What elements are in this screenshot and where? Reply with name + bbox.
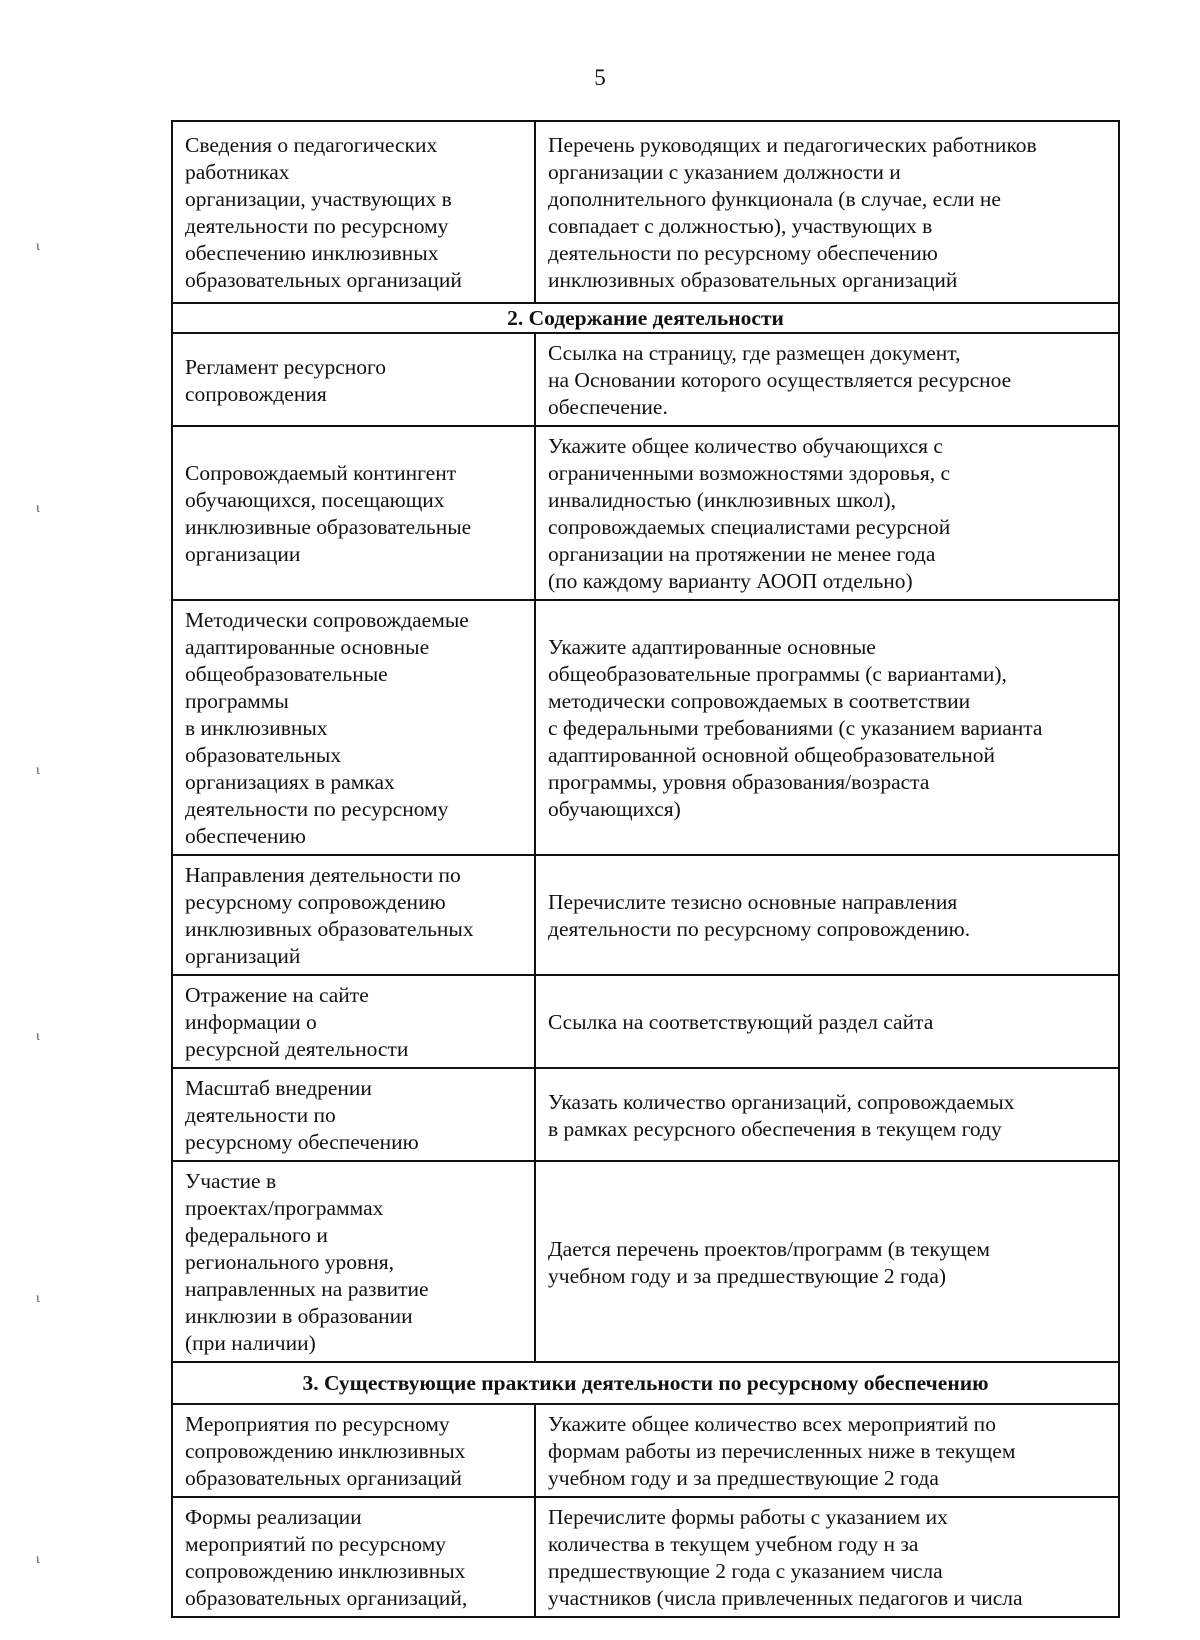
row-description: Указать количество организаций, сопровождаемых в рамках ресурсного обеспечения в текущем году [535,1068,1119,1161]
row-label: Сведения о педагогических работниках организации, участвующих в деятельности по ресурсному обеспечению инклюзивных образовательных организаций [172,121,535,303]
row-description: Перечислите тезисно основные направления деятельности по ресурсному сопровождению. [535,855,1119,975]
row-label: Формы реализации мероприятий по ресурсному сопровождению инклюзивных образовательных организаций, [172,1497,535,1617]
table-row [172,1497,1119,1617]
row-description: Укажите общее количество всех мероприятий по формам работы из перечисленных ниже в текущем учебном году и за предшествующие 2 года [535,1404,1119,1497]
scan-margin-mark: ι [36,763,40,778]
row-description: Перечислите формы работы с указанием их количества в текущем учебном году н за предшествующие 2 года с указанием числа участников (числа привлеченных педагогов и числа [535,1497,1119,1617]
scan-margin-mark: ι [36,1291,40,1306]
row-label: Регламент ресурсного сопровождения [172,333,535,426]
row-description: Дается перечень проектов/программ (в текущем учебном году и за предшествующие 2 года) [535,1161,1119,1362]
row-label: Мероприятия по ресурсному сопровождению инклюзивных образовательных организаций [172,1404,535,1497]
table-body [172,121,1119,1617]
table-row [172,1068,1119,1161]
table-row [172,121,1119,303]
row-description: Укажите адаптированные основные общеобразовательные программы (с вариантами), методически сопровождаемых в соответствии с федеральными требованиями (с указанием варианта адаптированной основной общеобразовательной программы, уровня образования/возраста обучающихся) [535,600,1119,855]
row-description: Перечень руководящих и педагогических работников организации с указанием должности и дополнительного функционала (в случае, если не совпадает с должностью), участвующих в деятельности по ресурсному обеспечению инклюзивных образовательных организаций [535,121,1119,303]
page-number: 5 [594,65,606,90]
table-row [172,1404,1119,1497]
requirements-table [171,120,1120,1618]
scan-margin-mark: ι [36,501,40,516]
row-description: Укажите общее количество обучающихся с ограниченными возможностями здоровья, с инвалидностью (инклюзивных школ), сопровождаемых специалистами ресурсной организации на протяжении не менее года (по каждому варианту АООП отдельно) [535,426,1119,600]
row-label: Отражение на сайте информации о ресурсной деятельности [172,975,535,1068]
scan-margin-mark: ι [36,1029,40,1044]
row-label: Направления деятельности по ресурсному сопровождению инклюзивных образовательных организаций [172,855,535,975]
scan-margin-mark: ι [36,1552,40,1567]
table-row [172,333,1119,426]
scan-margin-mark: ι [36,239,40,254]
table-row [172,600,1119,855]
section-title: 3. Существующие практики деятельности по ресурсному обеспечению [172,1362,1119,1404]
section-title: 2. Содержание деятельности [172,303,1119,333]
table-row [172,1161,1119,1362]
row-label: Методически сопровождаемые адаптированные основные общеобразовательные программы в инклюзивных образовательных организациях в рамках деятельности по ресурсному обеспечению [172,600,535,855]
row-label: Сопровождаемый контингент обучающихся, посещающих инклюзивные образовательные организации [172,426,535,600]
section-header-row [172,303,1119,333]
table-row [172,975,1119,1068]
table-row [172,426,1119,600]
row-label: Масштаб внедрении деятельности по ресурсному обеспечению [172,1068,535,1161]
row-label: Участие в проектах/программах федерального и регионального уровня, направленных на развитие инклюзии в образовании (при наличии) [172,1161,535,1362]
row-description: Ссылка на соответствующий раздел сайта [535,975,1119,1068]
row-description: Ссылка на страницу, где размещен документ, на Основании которого осуществляется ресурсное обеспечение. [535,333,1119,426]
table-row [172,855,1119,975]
section-header-row [172,1362,1119,1404]
